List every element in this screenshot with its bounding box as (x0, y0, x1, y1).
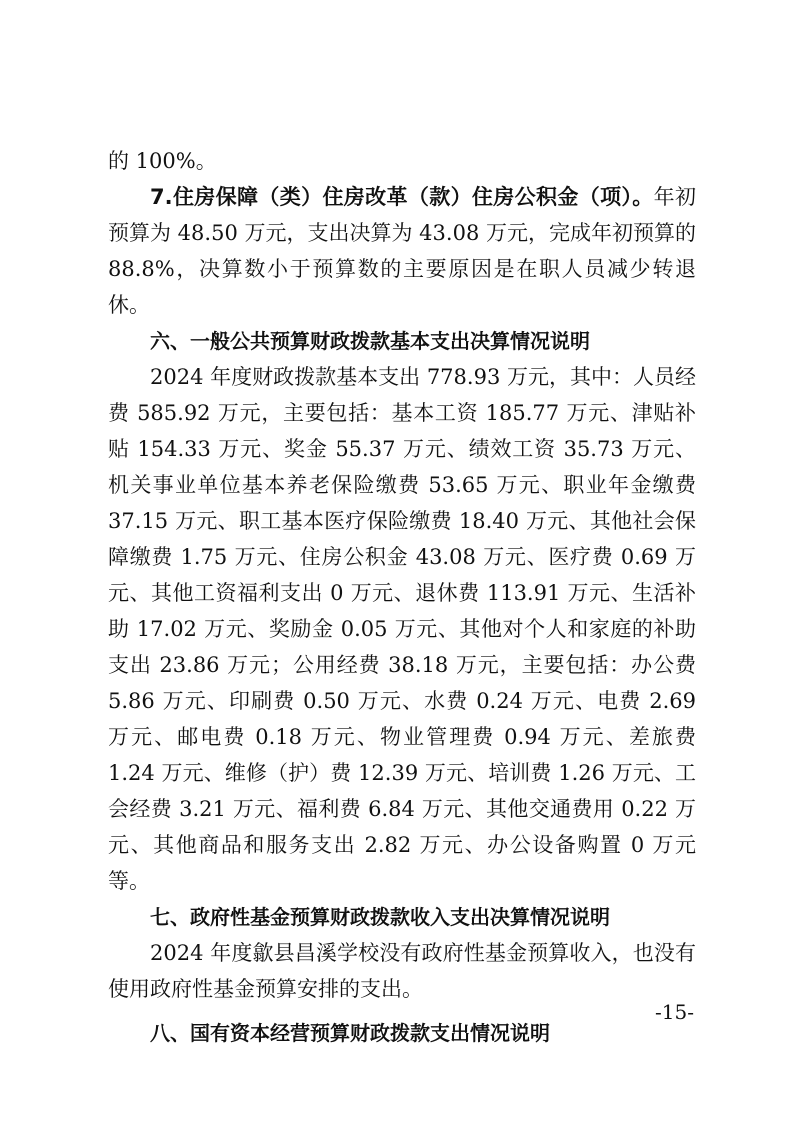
item-7-body: 年初预算为 48.50 万元，支出决算为 43.08 万元，完成年初预算的 88.8%，决算数小于预算数的主要原因是在职人员减少转退休。 (108, 185, 697, 317)
continuation-text: 的 100%。 (108, 149, 217, 173)
section-7-body: 2024 年度歙县昌溪学校没有政府性基金预算收入，也没有使用政府性基金预算安排的支出。 (108, 941, 696, 1001)
section-6-body: 2024 年度财政拨款基本支出 778.93 万元，其中：人员经费 585.92 万元，主要包括：基本工资 185.77 万元、津贴补贴 154.33 万元、奖金 55.37 万元、绩效工资 35.73 万元、机关事业单位基本养老保险缴费 53.65 万元、职业年金缴费 37.15 万元、职工基本医疗保险缴费 18.40 万元、其他社会保障缴费 1.75 万元、住房公积金 43.08 万元、医疗费 0.69 万元、其他工资福利支出 0 万元、退休费 113.91 万元、生活补助 17.02 万元、奖励金 0.05 万元、其他对个人和家庭的补助支出 23.86 万元；公用经费 38.18 万元，主要包括：办公费 5.86 万元、印刷费 0.50 万元、水费 0.24 万元、电费 2.69 万元、邮电费 0.18 万元、物业管理费 0.94 万元、差旅费 1.24 万元、维修（护）费 12.39 万元、培训费 1.26 万元、工会经费 3.21 万元、福利费 6.84 万元、其他交通费用 0.22 万元、其他商品和服务支出 2.82 万元、办公设备购置 0 万元等。 (108, 365, 696, 893)
section-8-heading: 八、国有资本经营预算财政拨款支出情况说明 (150, 1021, 550, 1045)
item-7-title: 住房保障（类）住房改革（款）住房公积金（项）。 (172, 185, 654, 209)
section-6-heading: 六、一般公共预算财政拨款基本支出决算情况说明 (150, 329, 590, 353)
page-number: -15- (655, 1000, 694, 1024)
document-body (108, 143, 696, 1051)
item-7-paragraph (108, 179, 696, 323)
section-7-heading: 七、政府性基金预算财政拨款收入支出决算情况说明 (150, 905, 610, 929)
item-7-number: 7. (150, 185, 173, 209)
